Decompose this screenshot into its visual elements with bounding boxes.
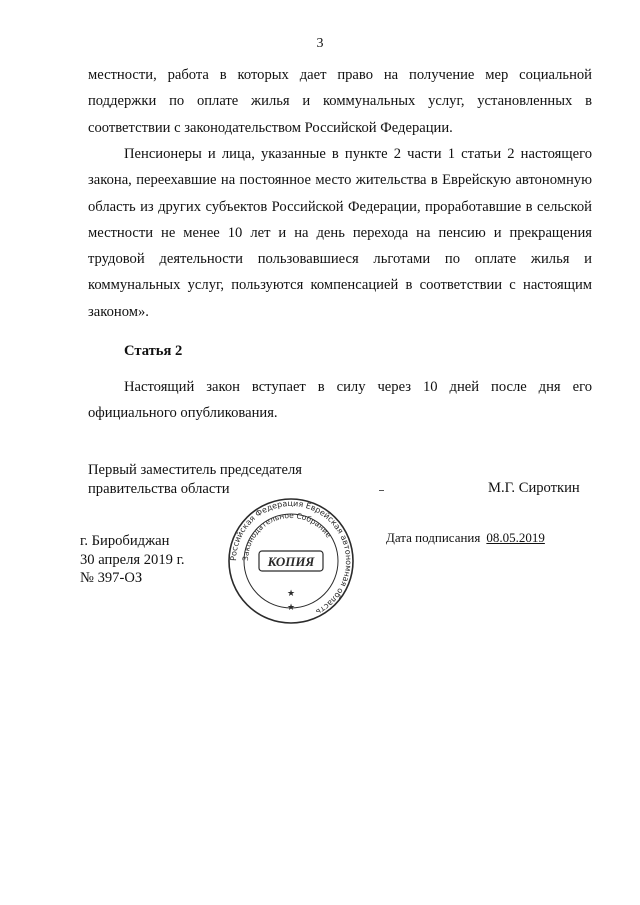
signing-date-label: Дата подписания xyxy=(386,530,481,545)
signer-title-line-2: правительства области xyxy=(88,480,230,497)
copy-stamp xyxy=(226,496,356,626)
page-number: 3 xyxy=(316,36,324,51)
signer-title xyxy=(88,461,302,498)
stamp-center-text: КОПИЯ xyxy=(267,554,315,569)
paragraph-1: местности, работа в которых дает право на получение мер социальной поддержки по оплате жилья и коммунальных услуг, установленных в соответствии с законодательством Российской Федерации. xyxy=(88,67,592,136)
signer-name: М.Г. Сироткин xyxy=(488,480,580,496)
paragraph-2: Пенсионеры и лица, указанные в пункте 2 части 1 статьи 2 настоящего закона, переехавшие на постоянное место жительства в Еврейскую автономную область из других субъектов Российской Федерации, проработавшие в сельской местности не менее 10 лет и на день перехода на пенсию и прекращения трудовой деятельности пользовавшиеся льготами по оплате жилья и коммунальных услуг, пользуются компенсацией в соответствии с настоящим законом». xyxy=(88,146,592,320)
place-and-date xyxy=(80,532,185,588)
stamp-outer-text: Российская Федерация Еврейская автономная область xyxy=(228,498,354,617)
law-date: 30 апреля 2019 г. xyxy=(80,551,185,568)
paragraph-3: Настоящий закон вступает в силу через 10 дней после дня его официального опубликования. xyxy=(88,379,592,422)
stamp-star-icon: ★ xyxy=(286,589,296,599)
city: г. Биробиджан xyxy=(80,533,170,549)
stamp-inner-text: Законодательное Собрание xyxy=(240,510,334,562)
signer-title-line-1: Первый заместитель председателя xyxy=(88,462,303,478)
signing-date-block xyxy=(386,530,545,546)
signature-mark xyxy=(379,490,384,491)
law-number: № 397-ОЗ xyxy=(80,570,143,586)
stamp-star-icon: ★ xyxy=(286,603,296,613)
article-heading: Статья 2 xyxy=(124,343,183,359)
signing-date-value: 08.05.2019 xyxy=(486,530,545,545)
